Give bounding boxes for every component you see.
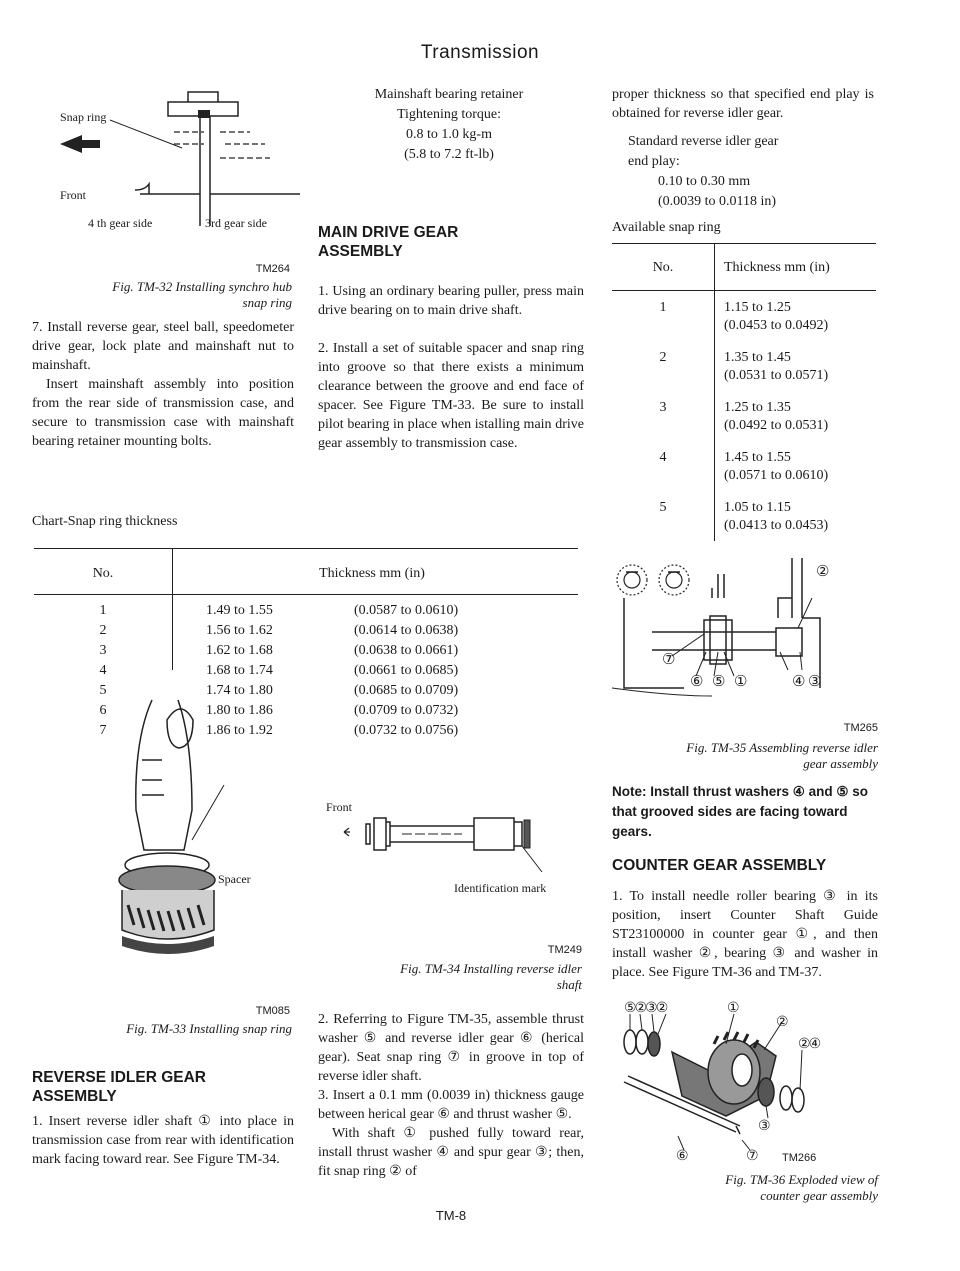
- table-cell-mm: 1.25 to 1.35: [724, 400, 791, 415]
- table-cell-mm: 1.56 to 1.62: [206, 623, 273, 638]
- table-cell-mm: 1.74 to 1.80: [206, 683, 273, 698]
- table-cell-in: (0.0492 to 0.0531): [724, 418, 829, 433]
- col-no-header: No.: [652, 260, 674, 275]
- page-number: TM-8: [435, 1208, 467, 1223]
- callout-6: ⑥: [676, 1149, 689, 1164]
- figure-code: TM085: [255, 1005, 290, 1017]
- with-shaft-text: With shaft ① pushed fully toward rear, install thrust washer ④ and spur gear ③; then, fit snap ring ② of: [318, 1126, 584, 1179]
- callout-4: ④: [792, 674, 806, 690]
- table-cell-mm: 1.45 to 1.55: [724, 450, 791, 465]
- note-text: Note: Install thrust washers ④ and ⑤ so that grooved sides are facing toward gears.: [612, 784, 868, 839]
- callout-5: ⑤: [624, 1001, 635, 1016]
- callouts-5-2-3-2: [624, 1000, 666, 1017]
- table-cell-no: 4: [659, 450, 667, 465]
- spacer-label: Spacer: [218, 872, 251, 886]
- snap-ring-install-diagram: [112, 700, 222, 970]
- figure-code: TM249: [547, 944, 582, 956]
- table-cell-in: (0.0638 to 0.0661): [354, 643, 459, 658]
- table-cell-no: 1: [659, 300, 667, 315]
- main-drive-step-1: 1. Using an ordinary bearing puller, press main drive bearing on to main drive shaft.: [318, 284, 584, 318]
- caption-line: Fig. TM-32 Installing synchro hub: [112, 279, 292, 294]
- reverse-idler-shaft-diagram: [330, 800, 570, 870]
- main-drive-gear-heading: MAIN DRIVE GEAR ASSEMBLY: [318, 224, 459, 260]
- figure-caption: [612, 1172, 878, 1204]
- reverse-step-3: 3. Insert a 0.1 mm (0.0039 in) thickness gauge between herical gear ⑥ and thrust washer ⑤.: [318, 1088, 584, 1122]
- table-cell-no: 3: [659, 400, 667, 415]
- table-cell-in: (0.0571 to 0.0610): [724, 468, 829, 483]
- callout-5: ⑤: [712, 674, 726, 690]
- callout-2: ②: [798, 1037, 809, 1052]
- step-7-text: 7. Install reverse gear, steel ball, speedometer drive gear, lock plate and mainshaft nut to mainshaft.: [32, 320, 294, 373]
- callout-7: ⑦: [746, 1149, 759, 1164]
- table-cell-in: (0.0453 to 0.0492): [724, 318, 829, 333]
- figure-caption: [612, 740, 878, 772]
- caption-line: shaft: [556, 977, 582, 992]
- counter-gear-exploded-diagram: [614, 1000, 884, 1160]
- callout-4: ④: [808, 1037, 820, 1052]
- callout-1: ①: [734, 674, 748, 690]
- table-cell-no: 6: [99, 703, 107, 718]
- col-thickness-header: Thickness mm (in): [319, 566, 425, 581]
- callout-2: ②: [655, 1001, 667, 1016]
- table-cell-no: 2: [659, 350, 667, 365]
- figure-code: TM266: [782, 1152, 817, 1164]
- figure-code: TM265: [843, 722, 878, 734]
- table-cell-mm: 1.86 to 1.92: [206, 723, 273, 738]
- table-cell-in: (0.0614 to 0.0638): [354, 623, 459, 638]
- table-cell-no: 2: [99, 623, 107, 638]
- reverse-idler-assembly-diagram: [612, 558, 882, 688]
- reverse-step-1: 1. Insert reverse idler shaft ① into place in transmission case from rear with identification mark facing toward rear. See Figure TM-34.: [32, 1114, 294, 1167]
- table-cell-no: 4: [99, 663, 107, 678]
- spec-line: 0.8 to 1.0 kg-m: [406, 127, 492, 142]
- callout-2: ②: [776, 1015, 789, 1030]
- figure-code: TM264: [255, 263, 290, 275]
- front-label: Front: [326, 800, 353, 814]
- fourth-gear-label: 4 th gear side: [88, 216, 153, 230]
- proper-thickness-text: proper thickness so that specified end play is obtained for reverse idler gear.: [612, 87, 874, 121]
- front-label: Front: [60, 188, 87, 202]
- table-cell-mm: 1.80 to 1.86: [206, 703, 273, 718]
- caption-line: Fig. TM-34 Installing reverse idler: [400, 961, 582, 976]
- table-cell-in: (0.0587 to 0.0610): [354, 603, 459, 618]
- page-header: Transmission: [420, 42, 540, 63]
- table-cell-mm: 1.05 to 1.15: [724, 500, 791, 515]
- table-cell-mm: 1.35 to 1.45: [724, 350, 791, 365]
- table-cell-in: (0.0661 to 0.0685): [354, 663, 459, 678]
- col-no-header: No.: [92, 566, 114, 581]
- chart-title: Chart-Snap ring thickness: [32, 514, 178, 529]
- callout-3: ③: [645, 1001, 656, 1016]
- spec-line: 0.10 to 0.30 mm: [658, 174, 751, 189]
- figure-caption: [318, 961, 582, 993]
- spec-line: Tightening torque:: [396, 107, 502, 122]
- counter-gear-heading: COUNTER GEAR ASSEMBLY: [612, 857, 827, 874]
- caption-line: Fig. TM-36 Exploded view of: [725, 1172, 878, 1187]
- spec-line: (5.8 to 7.2 ft-lb): [404, 147, 494, 162]
- table-cell-in: (0.0732 to 0.0756): [354, 723, 459, 738]
- table-cell-no: 5: [99, 683, 107, 698]
- callout-1: ①: [727, 1001, 740, 1016]
- table-cell-mm: 1.68 to 1.74: [206, 663, 273, 678]
- spec-line: Mainshaft bearing retainer: [374, 87, 524, 102]
- callout-2: ②: [816, 564, 830, 580]
- spec-line: (0.0039 to 0.0118 in): [658, 194, 777, 209]
- figure-caption: [50, 279, 292, 311]
- main-drive-step-2: 2. Install a set of suitable spacer and snap ring into groove so that there exists a minimum clearance between the groove and end face of spacer. See Figure TM-33. Be sure to install pilot bearing in place when istalling main drive gear assembly to transmission case.: [318, 341, 584, 451]
- callout-3: ③: [808, 674, 822, 690]
- table-cell-mm: 1.62 to 1.68: [206, 643, 273, 658]
- third-gear-label: 3rd gear side: [205, 216, 267, 230]
- counter-step-1: 1. To install needle roller bearing ③ in its position, insert Counter Shaft Guide ST23100000 in counter gear ①, and then install washer ②, bearing ③ and washer in place. See Figure TM-36 and TM-37.: [612, 889, 878, 980]
- caption-line: Fig. TM-35 Assembling reverse idler: [686, 740, 878, 755]
- table-cell-in: (0.0709 to 0.0732): [354, 703, 459, 718]
- col-thickness-header: Thickness mm (in): [724, 260, 830, 275]
- callout-3: ③: [758, 1119, 771, 1134]
- table-cell-no: 1: [99, 603, 107, 618]
- caption-line: snap ring: [242, 295, 292, 310]
- table-cell-no: 3: [99, 643, 107, 658]
- table-cell-in: (0.0531 to 0.0571): [724, 368, 829, 383]
- reverse-idler-heading: REVERSE IDLER GEAR ASSEMBLY: [32, 1069, 206, 1105]
- spec-line: end play:: [628, 154, 680, 169]
- caption-line: counter gear assembly: [760, 1188, 878, 1203]
- callouts-2-4: [798, 1036, 819, 1053]
- callout-6: ⑥: [690, 674, 704, 690]
- reverse-step-2: 2. Referring to Figure TM-35, assemble thrust washer ⑤ and reverse idler gear ⑥ (herical gear). Seat snap ring ⑦ in groove in top of reverse idler shaft.: [318, 1012, 584, 1084]
- snap-ring-label: Snap ring: [60, 110, 107, 124]
- callout-7: ⑦: [662, 652, 676, 668]
- callout-2: ②: [634, 1001, 646, 1016]
- identification-mark-label: Identification mark: [454, 881, 547, 895]
- retainer-spec: [318, 85, 580, 165]
- table-cell-mm: 1.15 to 1.25: [724, 300, 791, 315]
- table-cell-no: 5: [659, 500, 667, 515]
- insert-mainshaft-text: Insert mainshaft assembly into position from the rear side of transmission case, and secure to transmission case with mainshaft bearing retainer mounting bolts.: [32, 377, 294, 449]
- available-snap-ring-label: Available snap ring: [612, 220, 721, 235]
- end-play-spec: [628, 132, 874, 212]
- table-cell-no: 7: [99, 723, 107, 738]
- table-cell-mm: 1.49 to 1.55: [206, 603, 273, 618]
- table-cell-in: (0.0685 to 0.0709): [354, 683, 459, 698]
- figure-caption: Fig. TM-33 Installing snap ring: [126, 1021, 292, 1036]
- spec-line: Standard reverse idler gear: [628, 134, 779, 149]
- table-cell-in: (0.0413 to 0.0453): [724, 518, 829, 533]
- caption-line: gear assembly: [803, 756, 878, 771]
